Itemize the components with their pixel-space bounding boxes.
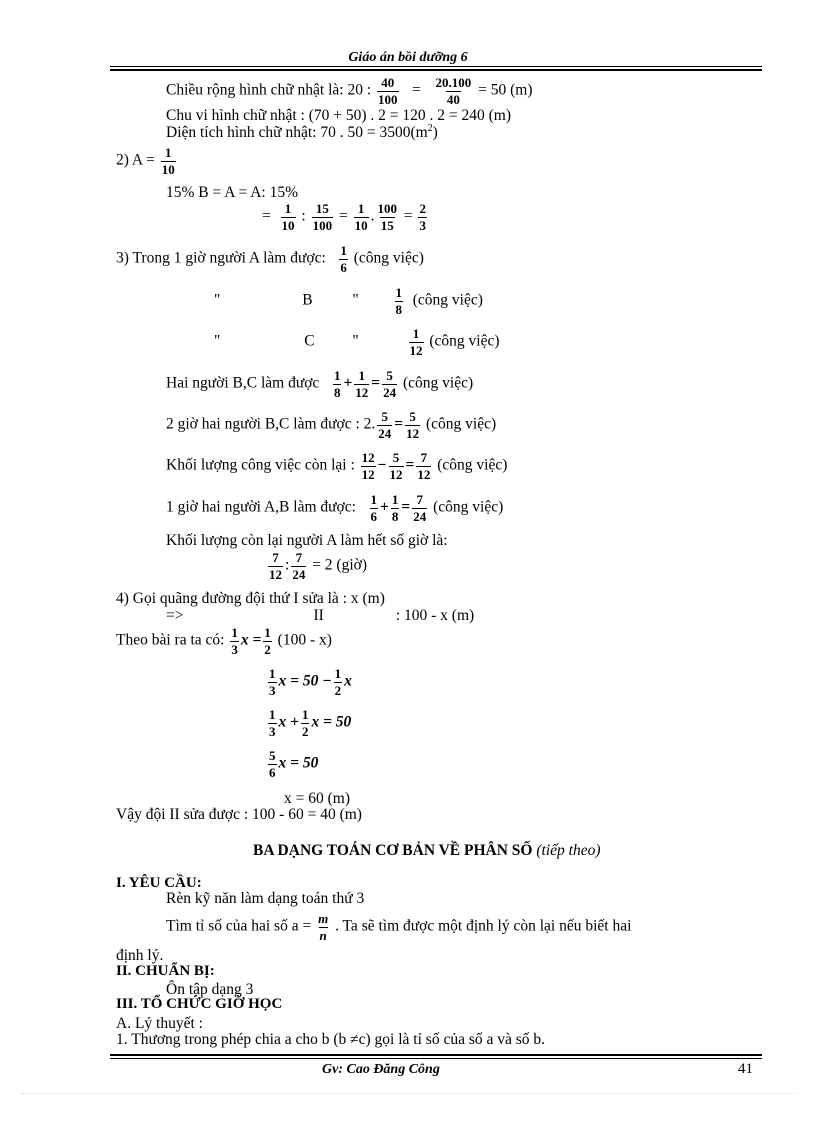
section-heading: BA DẠNG TOÁN CƠ BẢN VỀ PHÂN SỐ (tiếp theo)	[253, 842, 601, 859]
page-header-title: Giáo án bồi dưỡng 6	[348, 50, 468, 65]
perimeter-line: Chu vi hình chữ nhật : (70 + 50) . 2 = 120 . 2 = 240 (m)	[166, 107, 512, 124]
footer-rule-thin	[110, 1058, 762, 1059]
equation-step-3: $\frac{5}{6}$ x = 50	[269, 748, 319, 780]
problem-3-line: 3) Trong 1 giờ người A làm được: $\frac{1}{6}$ (công việc)	[116, 243, 424, 275]
team-2-line: => II : 100 - x (m)	[166, 607, 475, 624]
x-result-line: x = 60 (m)	[284, 790, 350, 807]
organization-heading: III. TỔ CHỨC GIỜ HỌC	[116, 996, 283, 1012]
two-people-bc-line: Hai người B,C làm được $\frac{1}{8}$ + $\frac{1}{12}$ = $\frac{5}{24}$ (công việc)	[166, 368, 474, 400]
hours-result-line: $\frac{7}{12}$ : $\frac{7}{24}$ = 2 (giờ)	[269, 550, 368, 582]
area-line: Diện tích hình chữ nhật: 70 . $50 = 3500(m^2)$	[166, 123, 438, 142]
conclusion-line: Vậy đội II sửa được : 100 - 60 = 40 (m)	[116, 806, 362, 823]
fraction-division-line: = $\frac{1}{10}$ : $\frac{15}{100}$ = $\frac{1}{10}$ . $\frac{100}{15}$ = $\frac{2}{3}$	[262, 201, 426, 233]
requirements-line-2: Tìm tỉ số của hai số a = $\frac{m}{n}$ . Ta sẽ tìm được một định lý còn lại nếu biết hai	[166, 911, 632, 943]
equation-step-2: $\frac{1}{3}$ x + $\frac{1}{2}$ x = 50	[269, 707, 352, 739]
requirements-heading: I. YÊU CẦU:	[116, 875, 202, 891]
requirements-line-1: Rèn kỹ năn làm dạng toán thứ 3	[166, 890, 365, 907]
preparation-line-1: Ôn tập dạng 3	[166, 981, 254, 998]
problem-2-line: 2) A = $\frac{1}{10}$	[116, 145, 175, 177]
one-hour-ab-line: 1 giờ hai người A,B làm được: $\frac{1}{6}$ + $\frac{1}{8}$ = $\frac{7}{24}$ (công việc)	[166, 492, 504, 524]
requirements-line-3: định lý.	[116, 947, 164, 964]
remaining-work-line: Khối lượng công việc còn lại : $\frac{12}{12}$ − $\frac{5}{12}$ = $\frac{7}{12}$ (công việc)	[166, 450, 508, 482]
preparation-heading: II. CHUẨN BỊ:	[116, 963, 215, 979]
person-c-line: " C " $\frac{1}{12}$ (công việc)	[214, 326, 500, 358]
bottom-dotted-line	[20, 1093, 796, 1094]
page-number: 41	[738, 1061, 753, 1077]
person-b-line: " B " $\frac{1}{8}$ (công việc)	[214, 285, 483, 317]
footer-author: Gv: Cao Đăng Công	[322, 1062, 440, 1077]
remaining-hours-line: Khối lượng còn lại người A làm hết số giờ là:	[166, 532, 448, 549]
problem-4-line: 4) Gọi quãng đường đội thứ I sửa là : x (m)	[116, 590, 385, 607]
percent-line: 15% B = A = A: 15%	[166, 184, 299, 201]
width-calc-line: Chiều rộng hình chữ nhật là: 20 : $\frac{40}{100}$ = $\frac{20.100}{40}$ = 50 (m)	[166, 75, 533, 107]
header-rule-double	[110, 69, 762, 71]
header-rule	[110, 66, 762, 67]
theory-subheading: A. Lý thuyết :	[116, 1015, 203, 1032]
theory-line-1: 1. Thương trong phép chia a cho b (b ≠c) gọi là tỉ số của số a và số b.	[116, 1031, 546, 1048]
equation-setup-line: Theo bài ra ta có: $\frac{1}{3}$ x = $\frac{1}{2}$ (100 - x)	[116, 625, 332, 657]
two-hours-bc-line: 2 giờ hai người B,C làm được : 2. $\frac{5}{24}$ = $\frac{5}{12}$ (công việc)	[166, 409, 497, 441]
equation-step-1: $\frac{1}{3}$ x = 50 − $\frac{1}{2}$ x	[269, 666, 352, 698]
footer-rule	[110, 1054, 762, 1056]
